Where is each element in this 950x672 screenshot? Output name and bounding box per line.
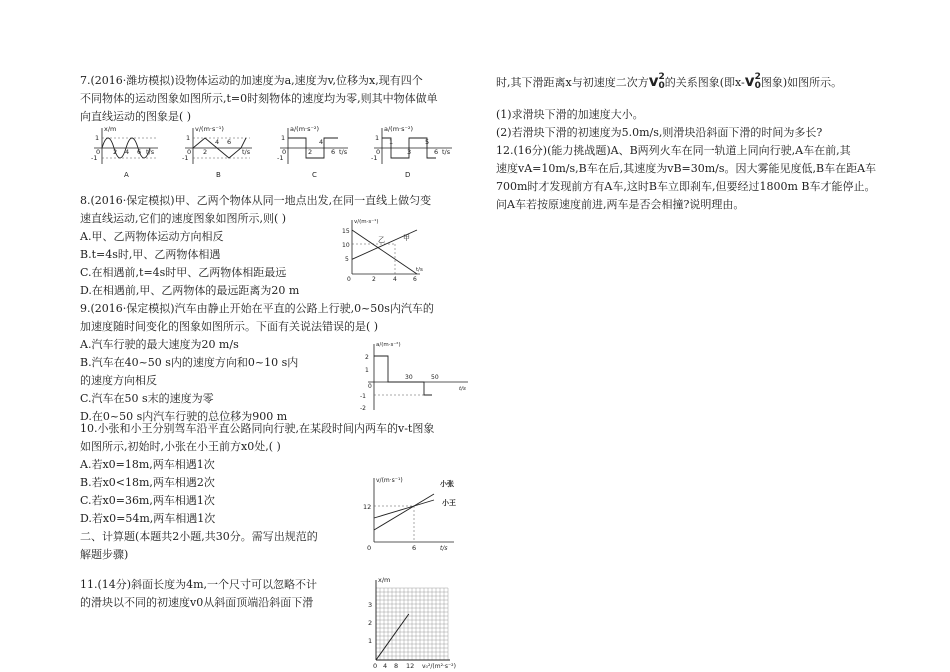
question-11 bbox=[80, 576, 317, 612]
q8-xlabel: t/s bbox=[416, 267, 423, 273]
question-9-line-1: 9.(2016·保定模拟)汽车由静止开始在平直的公路上行驶,0~50s内汽车的 bbox=[80, 302, 434, 315]
question-12 bbox=[496, 142, 876, 214]
q8-chart bbox=[340, 216, 430, 282]
q9-option-b-line-1: B.汽车在40~50 s内的速度方向和0~10 s内 bbox=[80, 356, 299, 369]
q9-ytick-2: 2 bbox=[365, 354, 369, 361]
q11-xlabel: v₀²/(m²·s⁻²) bbox=[422, 663, 456, 670]
q7-figures bbox=[80, 124, 472, 186]
question-8-line-2: 速直线运动,它们的速度图象如图所示,则( ) bbox=[80, 212, 287, 225]
q7b-origin: 0 bbox=[187, 148, 192, 156]
q8-xtick-4: 4 bbox=[393, 276, 397, 282]
q11-sub-1: 0 bbox=[658, 80, 665, 91]
q7b-tick-3: 6 bbox=[227, 138, 232, 146]
q9-option-b-line-2: 的速度方向相反 bbox=[80, 374, 157, 387]
section-2-line-1: 二、计算题(本题共2小题,共30分。需写出规范的 bbox=[80, 530, 318, 543]
q7d-tick-4: 6 bbox=[434, 148, 439, 156]
q9-xtick-30: 30 bbox=[405, 374, 413, 381]
question-12-line-1: 12.(16分)(能力挑战题)A、B两列火车在同一轨道上同向行驶,A车在前,其 bbox=[496, 144, 851, 157]
q11-v-symbol-2: v bbox=[744, 72, 755, 90]
q7b-ylabel: v/(m·s⁻¹) bbox=[195, 125, 224, 133]
q8-ytick-5: 5 bbox=[345, 256, 349, 263]
q11-ask-2: (2)若滑块下滑的初速度为5.0m/s,则滑块沿斜面下滑的时间为多长? bbox=[496, 126, 823, 139]
q8-option-c: C.在相遇前,t=4s时甲、乙两物体相距最远 bbox=[80, 266, 287, 279]
q10-series-zhang bbox=[374, 494, 434, 530]
q7b-tick-1: 2 bbox=[203, 148, 208, 156]
q10-option-a: A.若x0=18m,两车相遇1次 bbox=[80, 458, 215, 471]
q10-label-zhang: 小张 bbox=[440, 480, 454, 488]
q8-label-jia: 甲 bbox=[403, 234, 410, 242]
q11-xtick-0: 0 bbox=[373, 662, 378, 670]
q7-fig-d bbox=[371, 125, 452, 179]
q7c-letter: C bbox=[312, 171, 317, 179]
q11-v-symbol-1: v bbox=[648, 72, 659, 90]
q7b-xlabel: t/s bbox=[242, 148, 251, 156]
q11-grid bbox=[376, 588, 448, 660]
q8-xtick-6: 6 bbox=[413, 276, 417, 282]
question-7 bbox=[80, 72, 438, 126]
q9-chart bbox=[360, 336, 472, 414]
q9-ylabel: a/(m·s⁻²) bbox=[376, 342, 401, 348]
q7b-tick-2: 4 bbox=[215, 138, 220, 146]
q11-ytick-3: 3 bbox=[368, 601, 373, 609]
q7c-tick-1: 2 bbox=[308, 148, 313, 156]
question-11-line-2: 的滑块以不同的初速度v0从斜面顶端沿斜面下滑 bbox=[80, 596, 314, 609]
question-8-line-1: 8.(2016·保定模拟)甲、乙两个物体从同一地点出发,在同一直线上做匀变 bbox=[80, 194, 432, 207]
q11-ytick-2: 2 bbox=[368, 619, 373, 627]
question-9-line-2: 加速度随时间变化的图象如图所示。下面有关说法错误的是( ) bbox=[80, 320, 379, 333]
q7c-ytop: 1 bbox=[281, 134, 286, 142]
q10-ylabel: v/(m·s⁻¹) bbox=[376, 477, 403, 484]
q10-xlabel: t/s bbox=[440, 545, 448, 552]
q11-asks bbox=[496, 106, 822, 142]
q9-xlabel: t/s bbox=[459, 386, 466, 392]
q7d-tick-1: 1 bbox=[389, 138, 394, 146]
q7-fig-c bbox=[277, 125, 348, 179]
q10-option-b: B.若x0<18m,两车相遇2次 bbox=[80, 476, 215, 489]
q10-chart bbox=[362, 474, 468, 554]
q7a-ylabel: x/m bbox=[104, 125, 117, 133]
q11-sup-1: 2 bbox=[658, 71, 665, 82]
q9-ytick-neg1: -1 bbox=[360, 393, 366, 400]
q7a-tick-2: 4 bbox=[125, 148, 130, 156]
q7b-ytop: 1 bbox=[186, 134, 191, 142]
q9-option-d: D.在0~50 s内汽车行驶的总位移为900 m bbox=[80, 410, 288, 423]
q8-xtick-2: 2 bbox=[372, 276, 376, 282]
question-10-line-2: 如图所示,初始时,小张在小王前方x0处,( ) bbox=[80, 440, 281, 453]
q7d-letter: D bbox=[405, 171, 411, 179]
q7b-letter: B bbox=[216, 171, 221, 179]
question-7-line-3: 向直线运动的图象是( ) bbox=[80, 110, 192, 123]
q9-option-a: A.汽车行驶的最大速度为20 m/s bbox=[80, 338, 239, 351]
q11-cont-pre: 时,其下滑距离x与初速度二次方 bbox=[496, 76, 649, 89]
q8-option-b: B.t=4s时,甲、乙两物体相遇 bbox=[80, 248, 221, 261]
q9-option-c: C.汽车在50 s末的速度为零 bbox=[80, 392, 214, 405]
q11-v0-squared-1 bbox=[649, 72, 665, 90]
q9-series bbox=[374, 356, 432, 395]
q10-label-wang: 小王 bbox=[442, 499, 456, 507]
q7a-origin: 0 bbox=[96, 148, 101, 156]
q7d-ylabel: a/(m·s⁻²) bbox=[384, 125, 414, 133]
section-2-line-2: 解题步骤) bbox=[80, 548, 129, 561]
q8-ytick-15: 15 bbox=[342, 228, 350, 235]
q8-option-d: D.在相遇前,甲、乙两物体的最远距离为20 m bbox=[80, 284, 300, 297]
q7a-tick-3: 6 bbox=[137, 148, 142, 156]
q7b-ybot: -1 bbox=[182, 154, 189, 162]
q10-ytick-12: 12 bbox=[363, 503, 372, 511]
question-12-line-3: 700m时才发现前方有A车,这时B车立即刹车,但要经过1800m B车才能停止。 bbox=[496, 180, 876, 193]
question-12-line-4: 问A车若按原速度前进,两车是否会相撞?说明理由。 bbox=[496, 198, 745, 211]
q8-ytick-10: 10 bbox=[342, 242, 350, 249]
q7a-tick-1: 2 bbox=[113, 148, 118, 156]
q11-xtick-12: 12 bbox=[406, 662, 415, 670]
q10-xtick-6: 6 bbox=[412, 544, 417, 552]
q10-series-wang bbox=[374, 500, 434, 518]
q7d-ybot: -1 bbox=[371, 154, 378, 162]
q10-origin: 0 bbox=[367, 544, 372, 552]
q7a-ybot: -1 bbox=[91, 154, 98, 162]
q7-fig-a bbox=[91, 125, 158, 179]
question-7-line-1: 7.(2016·潍坊模拟)设物体运动的加速度为a,速度为v,位移为x,现有四个 bbox=[80, 74, 423, 87]
q11-sup-2: 2 bbox=[754, 71, 761, 82]
q7a-letter: A bbox=[124, 171, 129, 179]
q11-ylabel: x/m bbox=[378, 576, 391, 584]
question-11-continued bbox=[496, 70, 842, 92]
q7c-tick-2: 4 bbox=[319, 138, 324, 146]
q7c-ylabel: a/(m·s⁻²) bbox=[290, 125, 320, 133]
q9-xtick-50: 50 bbox=[431, 374, 439, 381]
q11-chart bbox=[362, 574, 472, 672]
q11-cont-mid: 的关系图象(即x- bbox=[664, 76, 745, 89]
q7d-tick-2: 3 bbox=[407, 148, 412, 156]
q8-xtick-0: 0 bbox=[347, 276, 351, 282]
q7d-ytop: 1 bbox=[375, 134, 380, 142]
q11-cont-post: 图象)如图所示。 bbox=[760, 76, 843, 89]
q7d-tick-3: 5 bbox=[425, 138, 430, 146]
question-7-line-2: 不同物体的运动图象如图所示,t=0时刻物体的速度均为零,则其中物体做单 bbox=[80, 92, 438, 105]
question-11-line-1: 11.(14分)斜面长度为4m,一个尺寸可以忽略不计 bbox=[80, 578, 317, 591]
q10-option-d: D.若x0=54m,两车相遇1次 bbox=[80, 512, 216, 525]
q7d-xlabel: t/s bbox=[442, 148, 451, 156]
q9-origin: 0 bbox=[368, 383, 372, 390]
question-12-line-2: 速度vA=10m/s,B车在后,其速度为vB=30m/s。因大雾能见度低,B车在距A车 bbox=[496, 162, 877, 175]
q7a-ytop: 1 bbox=[95, 134, 100, 142]
q11-xtick-4: 4 bbox=[383, 662, 388, 670]
q7-fig-b bbox=[182, 125, 252, 179]
q7c-origin: 0 bbox=[282, 148, 287, 156]
q8-ylabel: v/(m·s⁻¹) bbox=[354, 219, 379, 225]
q9-ytick-1: 1 bbox=[365, 367, 369, 374]
q8-option-a: A.甲、乙两物体运动方向相反 bbox=[80, 230, 224, 243]
q11-sub-2: 0 bbox=[754, 80, 761, 91]
q9-ytick-neg2: -2 bbox=[360, 405, 366, 412]
q10-option-c: C.若x0=36m,两车相遇1次 bbox=[80, 494, 215, 507]
q7a-xlabel: t/s bbox=[146, 148, 155, 156]
q8-label-yi: 乙 bbox=[378, 236, 385, 244]
q11-ytick-1: 1 bbox=[368, 637, 373, 645]
q11-v0-squared-2 bbox=[745, 72, 761, 90]
q7c-tick-3: 6 bbox=[331, 148, 336, 156]
question-10-line-1: 10.小张和小王分别驾车沿平直公路同向行驶,在某段时间内两车的v-t图象 bbox=[80, 422, 435, 435]
q11-ask-1: (1)求滑块下滑的加速度大小。 bbox=[496, 108, 644, 121]
q7c-ybot: -1 bbox=[277, 154, 284, 162]
q7c-xlabel: t/s bbox=[339, 148, 348, 156]
q7d-origin: 0 bbox=[376, 148, 381, 156]
q11-xtick-8: 8 bbox=[394, 662, 399, 670]
